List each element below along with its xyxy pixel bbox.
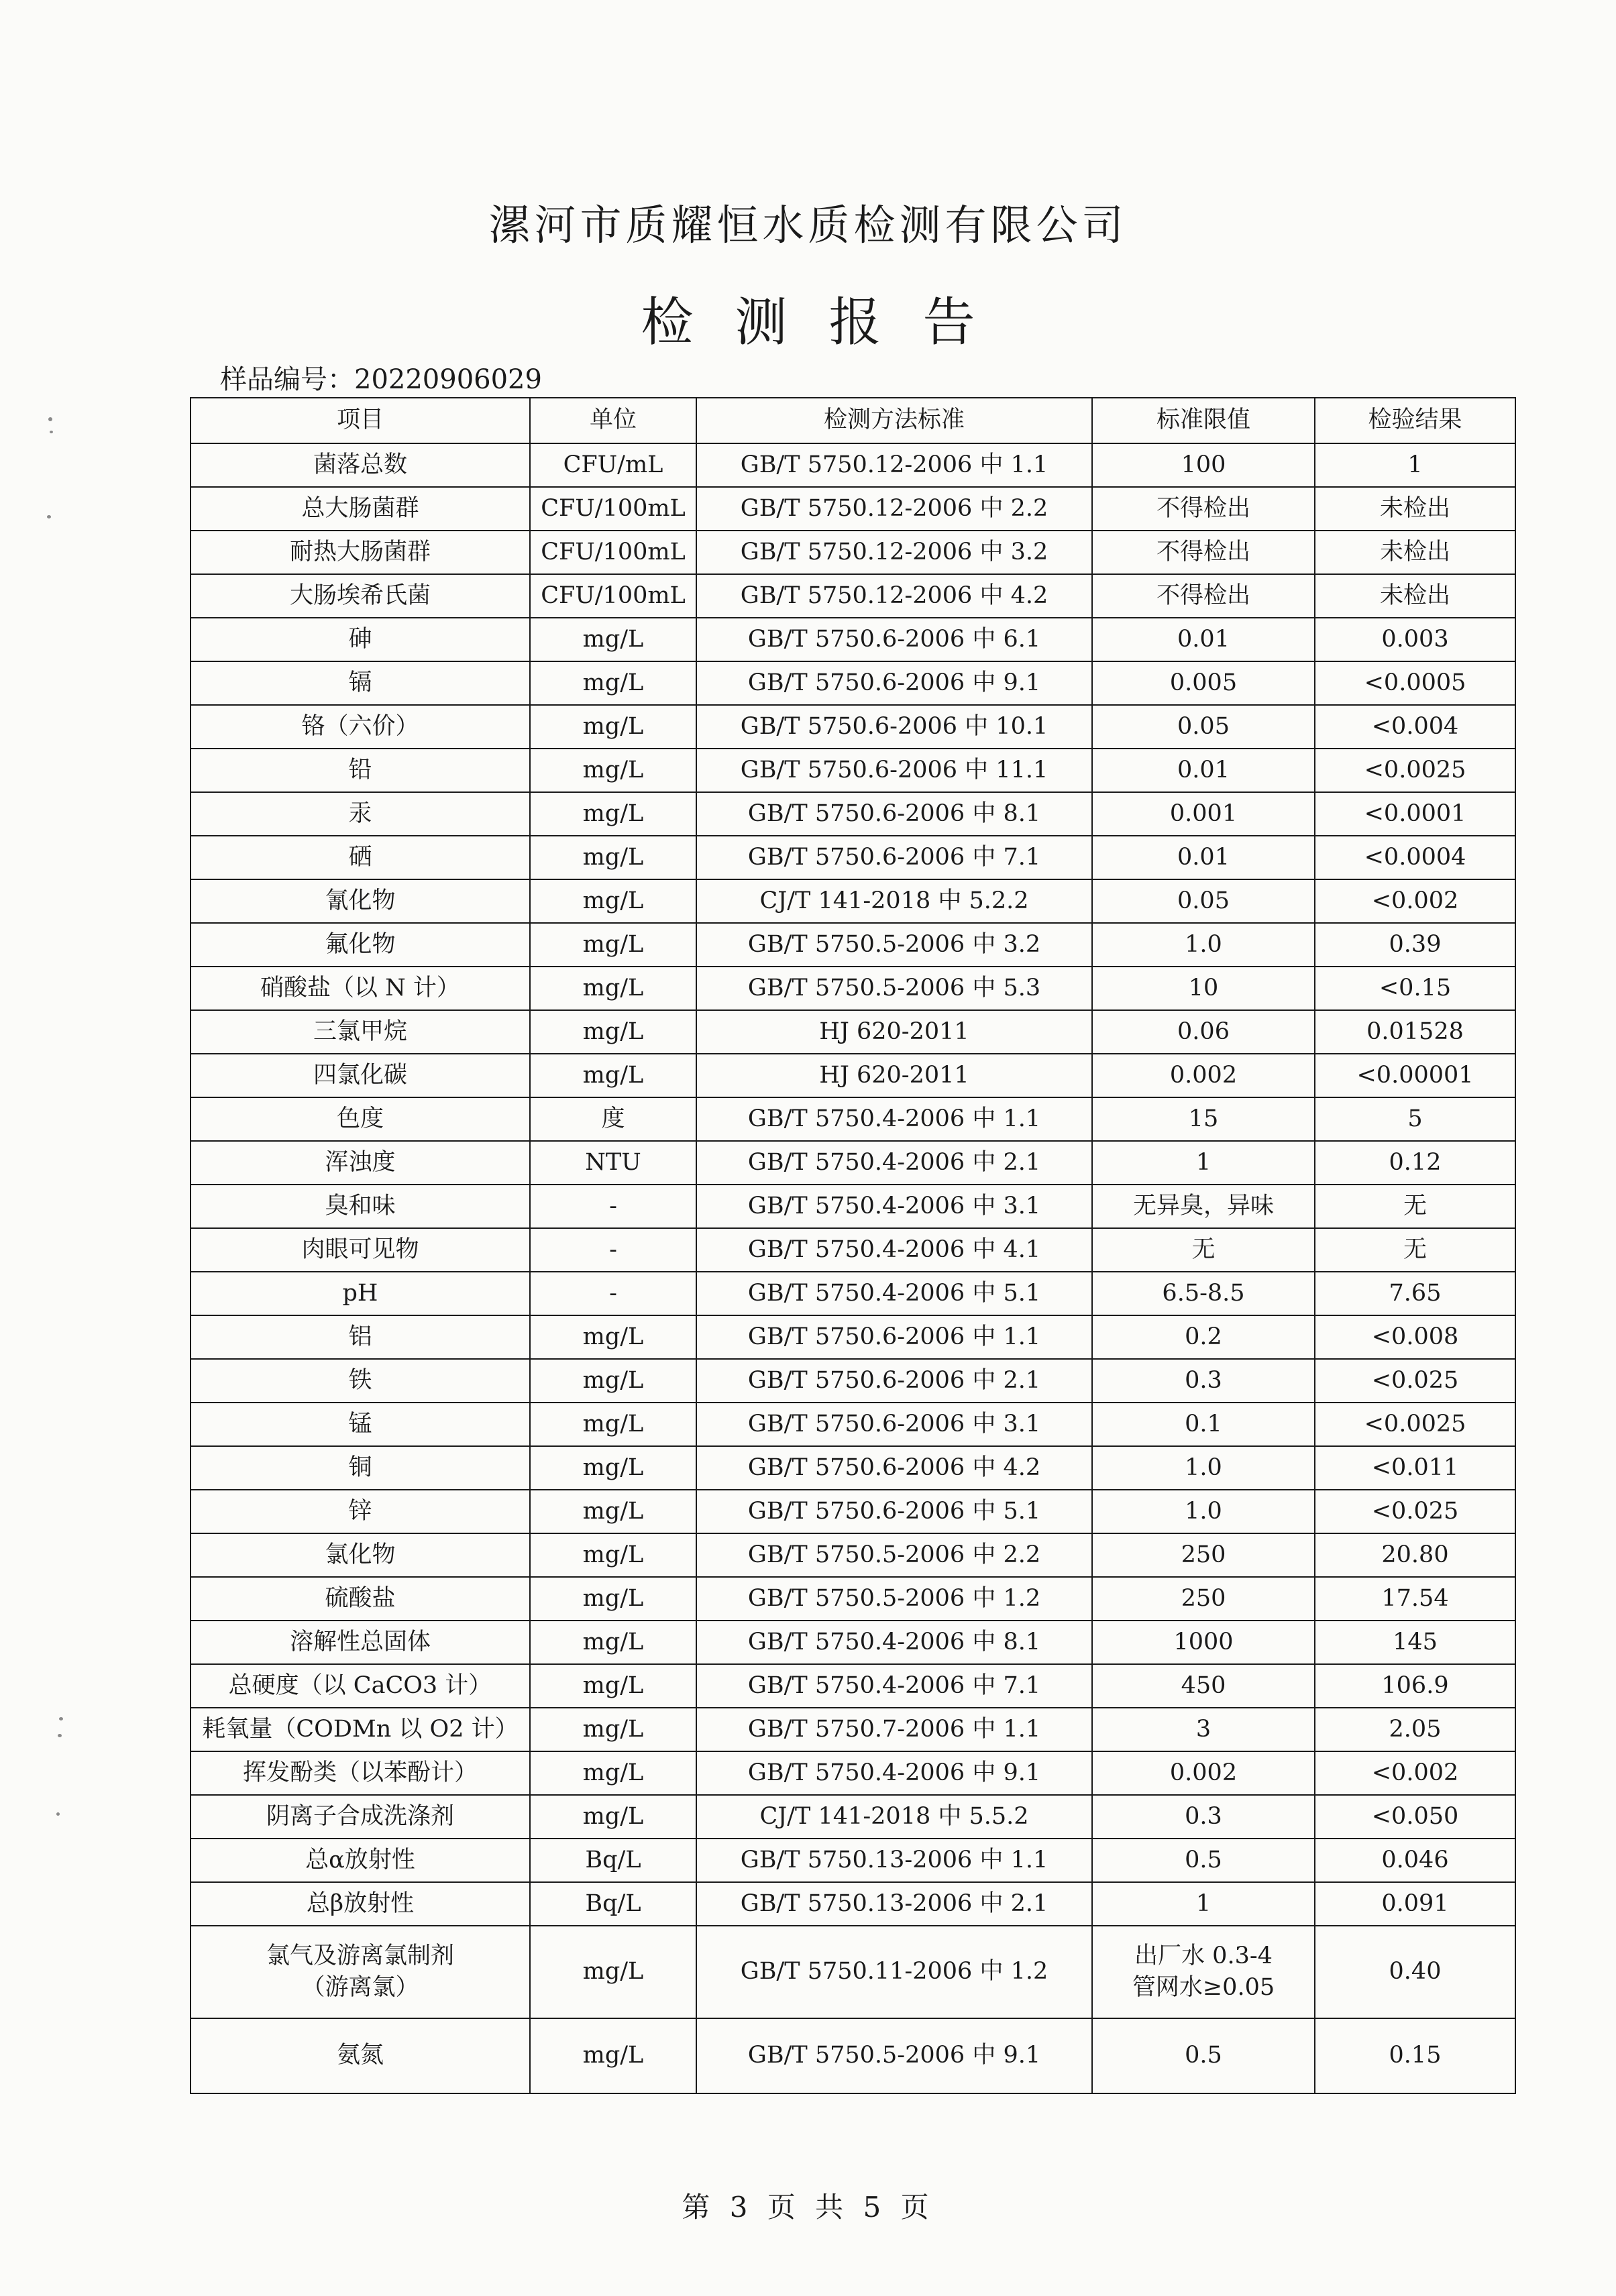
cell-limit: 0.06 bbox=[1092, 1010, 1315, 1054]
cell-item-line: （游离氯） bbox=[301, 1974, 419, 2001]
cell-method: HJ 620-2011 bbox=[696, 1010, 1092, 1054]
sample-number-label: 样品编号： bbox=[220, 364, 354, 395]
cell-unit: mg/L bbox=[530, 1926, 696, 2018]
cell-limit: 3 bbox=[1092, 1708, 1315, 1751]
cell-item: 锌 bbox=[191, 1490, 530, 1533]
cell-item: 溶解性总固体 bbox=[191, 1621, 530, 1664]
cell-method: GB/T 5750.6-2006 中 10.1 bbox=[696, 705, 1092, 749]
table-row bbox=[191, 1621, 1515, 1664]
table-row bbox=[191, 1577, 1515, 1621]
table-row bbox=[191, 1315, 1515, 1359]
cell-method: GB/T 5750.6-2006 中 11.1 bbox=[696, 749, 1092, 792]
cell-limit-line: 出厂水 0.3-4 bbox=[1134, 1942, 1273, 1969]
report-title: 检测报告 bbox=[641, 292, 1017, 353]
cell-unit: mg/L bbox=[530, 1010, 696, 1054]
cell-item: 铬（六价） bbox=[191, 705, 530, 749]
cell-unit: Bq/L bbox=[530, 1839, 696, 1882]
cell-unit: mg/L bbox=[530, 705, 696, 749]
table-row bbox=[191, 531, 1515, 574]
cell-item: 色度 bbox=[191, 1097, 530, 1141]
cell-item: 氟化物 bbox=[191, 923, 530, 967]
sample-number bbox=[220, 358, 542, 396]
header-unit: 单位 bbox=[530, 398, 696, 443]
cell-limit: 0.05 bbox=[1092, 705, 1315, 749]
cell-limit: 0.05 bbox=[1092, 879, 1315, 923]
cell-item: 氰化物 bbox=[191, 879, 530, 923]
cell-unit: - bbox=[530, 1185, 696, 1228]
table-body bbox=[191, 443, 1515, 2093]
cell-unit: mg/L bbox=[530, 749, 696, 792]
cell-result: <0.011 bbox=[1315, 1446, 1515, 1490]
table-row bbox=[191, 1751, 1515, 1795]
cell-item: 肉眼可见物 bbox=[191, 1228, 530, 1272]
cell-method: GB/T 5750.6-2006 中 6.1 bbox=[696, 618, 1092, 661]
cell-result: <0.025 bbox=[1315, 1490, 1515, 1533]
cell-unit: mg/L bbox=[530, 661, 696, 705]
cell-unit: mg/L bbox=[530, 923, 696, 967]
cell-result: 无 bbox=[1315, 1185, 1515, 1228]
cell-method: GB/T 5750.6-2006 中 2.1 bbox=[696, 1359, 1092, 1403]
cell-limit: 0.002 bbox=[1092, 1054, 1315, 1097]
cell-unit: mg/L bbox=[530, 1795, 696, 1839]
cell-limit: 250 bbox=[1092, 1577, 1315, 1621]
cell-limit: 450 bbox=[1092, 1664, 1315, 1708]
cell-unit: mg/L bbox=[530, 618, 696, 661]
cell-unit: mg/L bbox=[530, 1490, 696, 1533]
cell-limit: 0.005 bbox=[1092, 661, 1315, 705]
cell-unit: mg/L bbox=[530, 1708, 696, 1751]
cell-item: pH bbox=[191, 1272, 530, 1315]
cell-item: 耐热大肠菌群 bbox=[191, 531, 530, 574]
cell-unit: mg/L bbox=[530, 1533, 696, 1577]
cell-item: 氨氮 bbox=[191, 2018, 530, 2093]
cell-method: GB/T 5750.5-2006 中 2.2 bbox=[696, 1533, 1092, 1577]
cell-unit: - bbox=[530, 1228, 696, 1272]
cell-result: 0.003 bbox=[1315, 618, 1515, 661]
cell-method: GB/T 5750.5-2006 中 5.3 bbox=[696, 967, 1092, 1010]
cell-result: <0.0004 bbox=[1315, 836, 1515, 879]
cell-method: GB/T 5750.4-2006 中 1.1 bbox=[696, 1097, 1092, 1141]
cell-method: GB/T 5750.4-2006 中 4.1 bbox=[696, 1228, 1092, 1272]
cell-unit: mg/L bbox=[530, 967, 696, 1010]
cell-limit: 不得检出 bbox=[1092, 531, 1315, 574]
table-row bbox=[191, 1097, 1515, 1141]
test-results-table bbox=[190, 397, 1516, 2094]
cell-item bbox=[191, 1926, 530, 2018]
scan-speck bbox=[47, 515, 51, 518]
cell-method: GB/T 5750.6-2006 中 5.1 bbox=[696, 1490, 1092, 1533]
cell-result: <0.004 bbox=[1315, 705, 1515, 749]
table-row bbox=[191, 967, 1515, 1010]
cell-result: 7.65 bbox=[1315, 1272, 1515, 1315]
table-header-row bbox=[191, 398, 1515, 443]
cell-unit: mg/L bbox=[530, 1621, 696, 1664]
table-row bbox=[191, 1054, 1515, 1097]
cell-unit: 度 bbox=[530, 1097, 696, 1141]
cell-unit: mg/L bbox=[530, 1446, 696, 1490]
cell-method: GB/T 5750.6-2006 中 1.1 bbox=[696, 1315, 1092, 1359]
cell-unit: CFU/mL bbox=[530, 443, 696, 487]
cell-result: 2.05 bbox=[1315, 1708, 1515, 1751]
cell-unit: mg/L bbox=[530, 2018, 696, 2093]
cell-limit: 1.0 bbox=[1092, 923, 1315, 967]
table-row bbox=[191, 705, 1515, 749]
cell-method: GB/T 5750.4-2006 中 9.1 bbox=[696, 1751, 1092, 1795]
cell-result: 17.54 bbox=[1315, 1577, 1515, 1621]
cell-limit: 无 bbox=[1092, 1228, 1315, 1272]
cell-item: 砷 bbox=[191, 618, 530, 661]
cell-result: 145 bbox=[1315, 1621, 1515, 1664]
cell-item: 总大肠菌群 bbox=[191, 487, 530, 531]
cell-unit: Bq/L bbox=[530, 1882, 696, 1926]
cell-method: GB/T 5750.13-2006 中 2.1 bbox=[696, 1882, 1092, 1926]
cell-method: GB/T 5750.6-2006 中 3.1 bbox=[696, 1403, 1092, 1446]
scan-speck bbox=[59, 1717, 63, 1720]
table-row bbox=[191, 1795, 1515, 1839]
cell-unit: mg/L bbox=[530, 879, 696, 923]
cell-result: <0.002 bbox=[1315, 1751, 1515, 1795]
cell-item: 臭和味 bbox=[191, 1185, 530, 1228]
cell-result: 无 bbox=[1315, 1228, 1515, 1272]
cell-item: 大肠埃希氏菌 bbox=[191, 574, 530, 618]
cell-unit: - bbox=[530, 1272, 696, 1315]
company-name: 漯河市质耀恒水质检测有限公司 bbox=[488, 201, 1128, 250]
cell-result: <0.0025 bbox=[1315, 1403, 1515, 1446]
cell-limit: 15 bbox=[1092, 1097, 1315, 1141]
cell-item: 硝酸盐（以 N 计） bbox=[191, 967, 530, 1010]
cell-limit: 0.01 bbox=[1092, 836, 1315, 879]
cell-unit: mg/L bbox=[530, 1315, 696, 1359]
cell-limit: 0.001 bbox=[1092, 792, 1315, 836]
cell-unit: CFU/100mL bbox=[530, 574, 696, 618]
cell-item: 阴离子合成洗涤剂 bbox=[191, 1795, 530, 1839]
cell-limit: 1.0 bbox=[1092, 1490, 1315, 1533]
cell-method: GB/T 5750.11-2006 中 1.2 bbox=[696, 1926, 1092, 2018]
sample-number-value: 20220906029 bbox=[354, 364, 542, 395]
cell-method: GB/T 5750.6-2006 中 7.1 bbox=[696, 836, 1092, 879]
cell-result: 未检出 bbox=[1315, 574, 1515, 618]
cell-unit: CFU/100mL bbox=[530, 487, 696, 531]
cell-item: 硒 bbox=[191, 836, 530, 879]
table-row bbox=[191, 923, 1515, 967]
cell-item: 四氯化碳 bbox=[191, 1054, 530, 1097]
table-row bbox=[191, 879, 1515, 923]
cell-method: GB/T 5750.12-2006 中 1.1 bbox=[696, 443, 1092, 487]
cell-result: <0.0005 bbox=[1315, 661, 1515, 705]
table-row bbox=[191, 1010, 1515, 1054]
cell-unit: mg/L bbox=[530, 1577, 696, 1621]
table-row bbox=[191, 1228, 1515, 1272]
cell-limit: 0.3 bbox=[1092, 1795, 1315, 1839]
cell-item: 总硬度（以 CaCO3 计） bbox=[191, 1664, 530, 1708]
table-row bbox=[191, 1708, 1515, 1751]
cell-item: 总β放射性 bbox=[191, 1882, 530, 1926]
table-row bbox=[191, 1490, 1515, 1533]
cell-limit: 0.5 bbox=[1092, 2018, 1315, 2093]
cell-result: 1 bbox=[1315, 443, 1515, 487]
table-row bbox=[191, 487, 1515, 531]
header-item: 项目 bbox=[191, 398, 530, 443]
cell-unit: mg/L bbox=[530, 792, 696, 836]
cell-limit: 1.0 bbox=[1092, 1446, 1315, 1490]
cell-result: <0.00001 bbox=[1315, 1054, 1515, 1097]
table-row bbox=[191, 618, 1515, 661]
header-method: 检测方法标准 bbox=[696, 398, 1092, 443]
cell-result: <0.050 bbox=[1315, 1795, 1515, 1839]
cell-method: GB/T 5750.7-2006 中 1.1 bbox=[696, 1708, 1092, 1751]
table-row bbox=[191, 1882, 1515, 1926]
cell-result: <0.0001 bbox=[1315, 792, 1515, 836]
cell-method: GB/T 5750.6-2006 中 4.2 bbox=[696, 1446, 1092, 1490]
cell-limit: 0.01 bbox=[1092, 618, 1315, 661]
table-row bbox=[191, 1926, 1515, 2018]
table-row bbox=[191, 1141, 1515, 1185]
cell-item: 氯化物 bbox=[191, 1533, 530, 1577]
cell-item-line: 氯气及游离氯制剂 bbox=[266, 1942, 454, 1969]
cell-method: GB/T 5750.4-2006 中 3.1 bbox=[696, 1185, 1092, 1228]
scan-speck bbox=[50, 431, 53, 433]
cell-result: <0.008 bbox=[1315, 1315, 1515, 1359]
cell-limit: 不得检出 bbox=[1092, 487, 1315, 531]
cell-result: 0.40 bbox=[1315, 1926, 1515, 2018]
page-number: 第 3 页 共 5 页 bbox=[682, 2191, 934, 2224]
cell-result: <0.0025 bbox=[1315, 749, 1515, 792]
cell-unit: mg/L bbox=[530, 1054, 696, 1097]
cell-method: GB/T 5750.4-2006 中 2.1 bbox=[696, 1141, 1092, 1185]
cell-item: 耗氧量（CODMn 以 O2 计） bbox=[191, 1708, 530, 1751]
cell-item: 挥发酚类（以苯酚计） bbox=[191, 1751, 530, 1795]
cell-limit: 0.5 bbox=[1092, 1839, 1315, 1882]
table-row bbox=[191, 1839, 1515, 1882]
table-row bbox=[191, 1185, 1515, 1228]
cell-limit: 0.3 bbox=[1092, 1359, 1315, 1403]
table-row bbox=[191, 749, 1515, 792]
cell-result: <0.15 bbox=[1315, 967, 1515, 1010]
cell-unit: mg/L bbox=[530, 836, 696, 879]
cell-limit: 1 bbox=[1092, 1141, 1315, 1185]
cell-method: GB/T 5750.12-2006 中 3.2 bbox=[696, 531, 1092, 574]
cell-limit-line: 管网水≥0.05 bbox=[1132, 1974, 1275, 2001]
cell-method: GB/T 5750.4-2006 中 8.1 bbox=[696, 1621, 1092, 1664]
cell-result: 0.01528 bbox=[1315, 1010, 1515, 1054]
cell-result: 未检出 bbox=[1315, 531, 1515, 574]
cell-item: 铝 bbox=[191, 1315, 530, 1359]
table-row bbox=[191, 443, 1515, 487]
cell-result: 0.091 bbox=[1315, 1882, 1515, 1926]
scan-speck bbox=[56, 1812, 60, 1816]
scan-speck bbox=[58, 1734, 62, 1737]
cell-limit: 6.5-8.5 bbox=[1092, 1272, 1315, 1315]
table-row bbox=[191, 1403, 1515, 1446]
table-row bbox=[191, 1533, 1515, 1577]
cell-method: GB/T 5750.5-2006 中 1.2 bbox=[696, 1577, 1092, 1621]
table-row bbox=[191, 792, 1515, 836]
cell-method: GB/T 5750.5-2006 中 3.2 bbox=[696, 923, 1092, 967]
cell-method: GB/T 5750.5-2006 中 9.1 bbox=[696, 2018, 1092, 2093]
table-row bbox=[191, 1359, 1515, 1403]
cell-limit bbox=[1092, 1926, 1315, 2018]
cell-result: 0.15 bbox=[1315, 2018, 1515, 2093]
header-limit: 标准限值 bbox=[1092, 398, 1315, 443]
cell-method: CJ/T 141-2018 中 5.2.2 bbox=[696, 879, 1092, 923]
cell-result: 0.39 bbox=[1315, 923, 1515, 967]
table-row bbox=[191, 574, 1515, 618]
cell-unit: mg/L bbox=[530, 1664, 696, 1708]
cell-item: 锰 bbox=[191, 1403, 530, 1446]
scan-speck bbox=[48, 417, 52, 421]
cell-unit: mg/L bbox=[530, 1359, 696, 1403]
cell-unit: mg/L bbox=[530, 1403, 696, 1446]
table-row bbox=[191, 1272, 1515, 1315]
cell-item: 铜 bbox=[191, 1446, 530, 1490]
cell-limit: 0.2 bbox=[1092, 1315, 1315, 1359]
cell-item: 镉 bbox=[191, 661, 530, 705]
cell-method: GB/T 5750.6-2006 中 9.1 bbox=[696, 661, 1092, 705]
cell-limit: 0.01 bbox=[1092, 749, 1315, 792]
cell-limit: 250 bbox=[1092, 1533, 1315, 1577]
cell-limit: 不得检出 bbox=[1092, 574, 1315, 618]
cell-limit: 0.1 bbox=[1092, 1403, 1315, 1446]
cell-item: 汞 bbox=[191, 792, 530, 836]
table-row bbox=[191, 1664, 1515, 1708]
cell-method: GB/T 5750.4-2006 中 7.1 bbox=[696, 1664, 1092, 1708]
cell-result: 0.046 bbox=[1315, 1839, 1515, 1882]
cell-result: <0.025 bbox=[1315, 1359, 1515, 1403]
cell-method: GB/T 5750.12-2006 中 4.2 bbox=[696, 574, 1092, 618]
cell-limit: 0.002 bbox=[1092, 1751, 1315, 1795]
cell-method: GB/T 5750.4-2006 中 5.1 bbox=[696, 1272, 1092, 1315]
cell-item: 总α放射性 bbox=[191, 1839, 530, 1882]
cell-limit: 无异臭，异味 bbox=[1092, 1185, 1315, 1228]
cell-limit: 1 bbox=[1092, 1882, 1315, 1926]
cell-item: 三氯甲烷 bbox=[191, 1010, 530, 1054]
cell-limit: 100 bbox=[1092, 443, 1315, 487]
cell-item: 浑浊度 bbox=[191, 1141, 530, 1185]
table-row bbox=[191, 836, 1515, 879]
cell-method: CJ/T 141-2018 中 5.5.2 bbox=[696, 1795, 1092, 1839]
cell-method: GB/T 5750.6-2006 中 8.1 bbox=[696, 792, 1092, 836]
header-result: 检验结果 bbox=[1315, 398, 1515, 443]
table-row bbox=[191, 2018, 1515, 2093]
cell-result: <0.002 bbox=[1315, 879, 1515, 923]
table-row bbox=[191, 661, 1515, 705]
cell-unit: NTU bbox=[530, 1141, 696, 1185]
cell-item: 铅 bbox=[191, 749, 530, 792]
cell-unit: CFU/100mL bbox=[530, 531, 696, 574]
cell-item: 铁 bbox=[191, 1359, 530, 1403]
cell-limit: 1000 bbox=[1092, 1621, 1315, 1664]
cell-limit: 10 bbox=[1092, 967, 1315, 1010]
cell-unit: mg/L bbox=[530, 1751, 696, 1795]
cell-method: GB/T 5750.13-2006 中 1.1 bbox=[696, 1839, 1092, 1882]
cell-item: 菌落总数 bbox=[191, 443, 530, 487]
table-row bbox=[191, 1446, 1515, 1490]
cell-result: 20.80 bbox=[1315, 1533, 1515, 1577]
cell-result: 0.12 bbox=[1315, 1141, 1515, 1185]
cell-method: HJ 620-2011 bbox=[696, 1054, 1092, 1097]
cell-method: GB/T 5750.12-2006 中 2.2 bbox=[696, 487, 1092, 531]
cell-result: 未检出 bbox=[1315, 487, 1515, 531]
cell-result: 5 bbox=[1315, 1097, 1515, 1141]
cell-result: 106.9 bbox=[1315, 1664, 1515, 1708]
cell-item: 硫酸盐 bbox=[191, 1577, 530, 1621]
